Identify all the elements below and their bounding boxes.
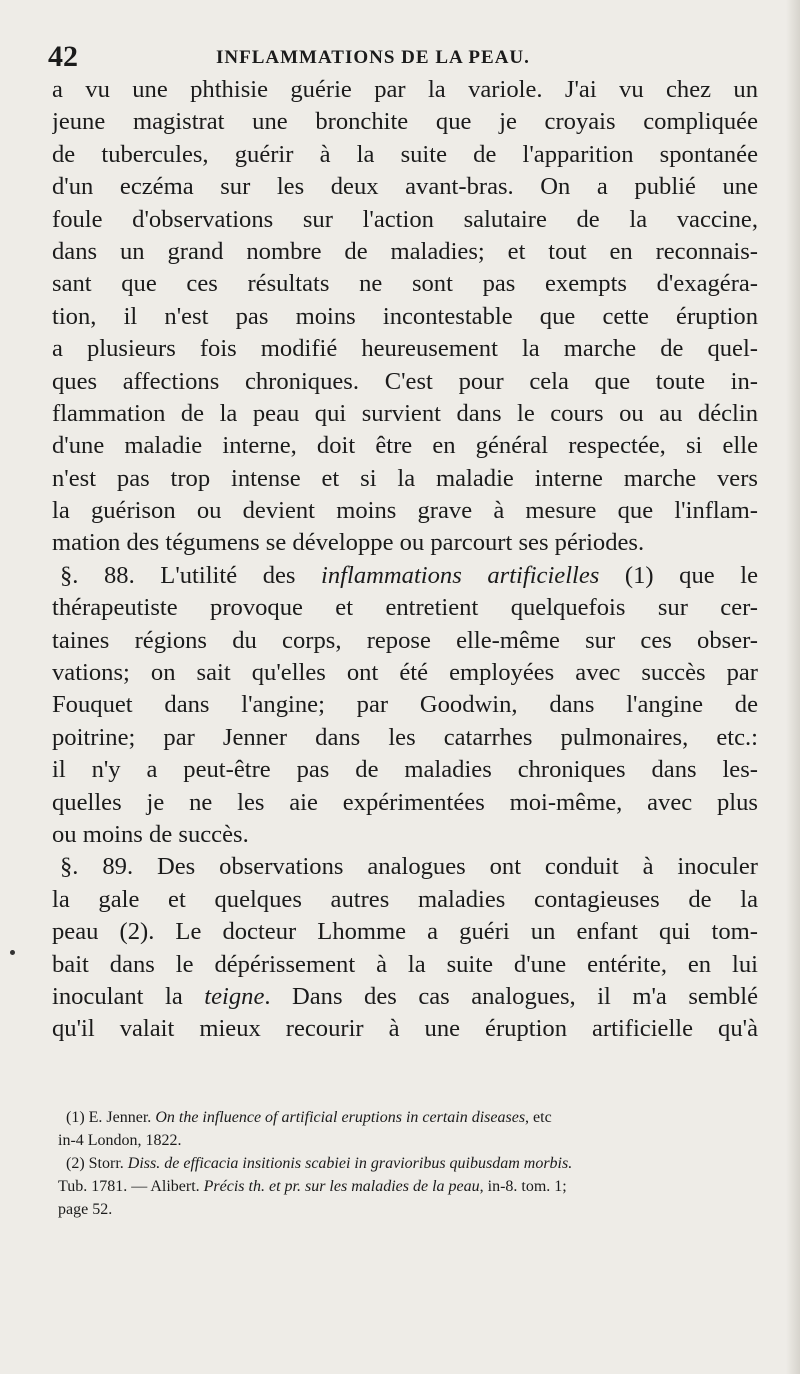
page-number: 42: [48, 40, 78, 73]
text-line: taines régions du corps, repose elle-même sur ces obser-: [52, 626, 758, 654]
paragraph-89-first-line: §. 89. Des observations analogues ont conduit à inoculer: [60, 853, 758, 881]
text-line: flammation de la peau qui survient dans le cours ou au déclin: [52, 399, 758, 427]
footnote-2-line-2: [58, 1175, 764, 1198]
footnote-1: [58, 1106, 764, 1129]
text-run: inoculant la: [52, 982, 205, 1010]
text-line: la gale et quelques autres maladies contagieuses de la: [52, 885, 758, 913]
text-line: il n'y a peut-être pas de maladies chroniques dans les-: [52, 756, 758, 784]
footnote-text: Tub. 1781. — Alibert.: [58, 1178, 204, 1195]
footnote-title: Précis th. et pr. sur les maladies de la peau: [203, 1178, 480, 1195]
text-run: (1) que le: [599, 561, 758, 589]
footnote-2-line-3: page 52.: [58, 1201, 113, 1218]
text-run: §. 88. L'utilité des: [60, 561, 322, 589]
text-line: ou moins de succès.: [52, 820, 249, 848]
text-line: la guérison ou devient moins grave à mesure que l'inflam-: [52, 497, 758, 525]
page-edge-shadow: [786, 0, 800, 1374]
body-text: [52, 74, 758, 1046]
text-run: . Dans des cas analogues, il m'a semblé: [264, 982, 758, 1010]
text-line: ques affections chroniques. C'est pour cela que toute in-: [52, 367, 758, 395]
text-line: thérapeutiste provoque et entretient quelquefois sur cer-: [52, 594, 758, 622]
text-line: bait dans le dépérissement à la suite d'une entérite, en lui: [52, 950, 758, 978]
footnotes: [58, 1106, 764, 1221]
text-line: peau (2). Le docteur Lhomme a guéri un enfant qui tom-: [52, 918, 758, 946]
running-title: INFLAMMATIONS DE LA PEAU.: [216, 47, 530, 68]
text-line: mation des tégumens se développe ou parcourt ses périodes.: [52, 529, 645, 557]
footnote-text: (2) Storr.: [66, 1155, 128, 1172]
footnote-text: (1) E. Jenner.: [66, 1109, 156, 1126]
text-line: jeune magistrat une bronchite que je croyais compliquée: [52, 108, 758, 136]
text-line: foule d'observations sur l'action salutaire de la vaccine,: [52, 205, 758, 233]
footnote-title: Diss. de efficacia insitionis scabiei in gravioribus quibusdam morbis.: [127, 1155, 573, 1172]
text-line: Fouquet dans l'angine; par Goodwin, dans l'angine de: [52, 691, 758, 719]
footnote-text: , etc: [525, 1109, 552, 1126]
text-line: a vu une phthisie guérie par la variole. J'ai vu chez un: [52, 76, 758, 103]
text-line: d'une maladie interne, doit être en général respectée, si elle: [52, 432, 758, 460]
text-line: [52, 981, 758, 1013]
text-line: poitrine; par Jenner dans les catarrhes pulmonaires, etc.:: [52, 723, 758, 751]
margin-mark: [10, 950, 15, 955]
text-line: de tubercules, guérir à la suite de l'apparition spontanée: [52, 140, 758, 168]
text-line: quelles je ne les aie expérimentées moi-même, avec plus: [52, 788, 758, 816]
footnote-title: On the influence of artificial eruptions in certain diseases: [155, 1109, 526, 1126]
text-line: tion, il n'est pas moins incontestable que cette éruption: [52, 302, 758, 330]
text-line: sant que ces résultats ne sont pas exempts d'exagéra-: [52, 270, 758, 298]
italic-term: teigne: [204, 982, 265, 1010]
text-line: vations; on sait qu'elles ont été employées avec succès par: [52, 659, 758, 687]
italic-term: inflammations artificielles: [321, 561, 600, 589]
page-header: [48, 40, 760, 74]
footnote-text: , in-8. tom. 1;: [479, 1178, 567, 1195]
text-line: dans un grand nombre de maladies; et tout en reconnais-: [52, 237, 758, 265]
footnote-2: [58, 1152, 764, 1175]
footnote-1-line-2: in-4 London, 1822.: [58, 1132, 182, 1149]
text-line: n'est pas trop intense et si la maladie interne marche vers: [52, 464, 758, 492]
paragraph-88-first-line: [52, 560, 758, 592]
text-line: a plusieurs fois modifié heureusement la marche de quel-: [52, 335, 758, 363]
text-line: d'un eczéma sur les deux avant-bras. On a publié une: [52, 173, 758, 201]
text-line: qu'il valait mieux recourir à une éruption artificielle qu'à: [52, 1015, 758, 1043]
